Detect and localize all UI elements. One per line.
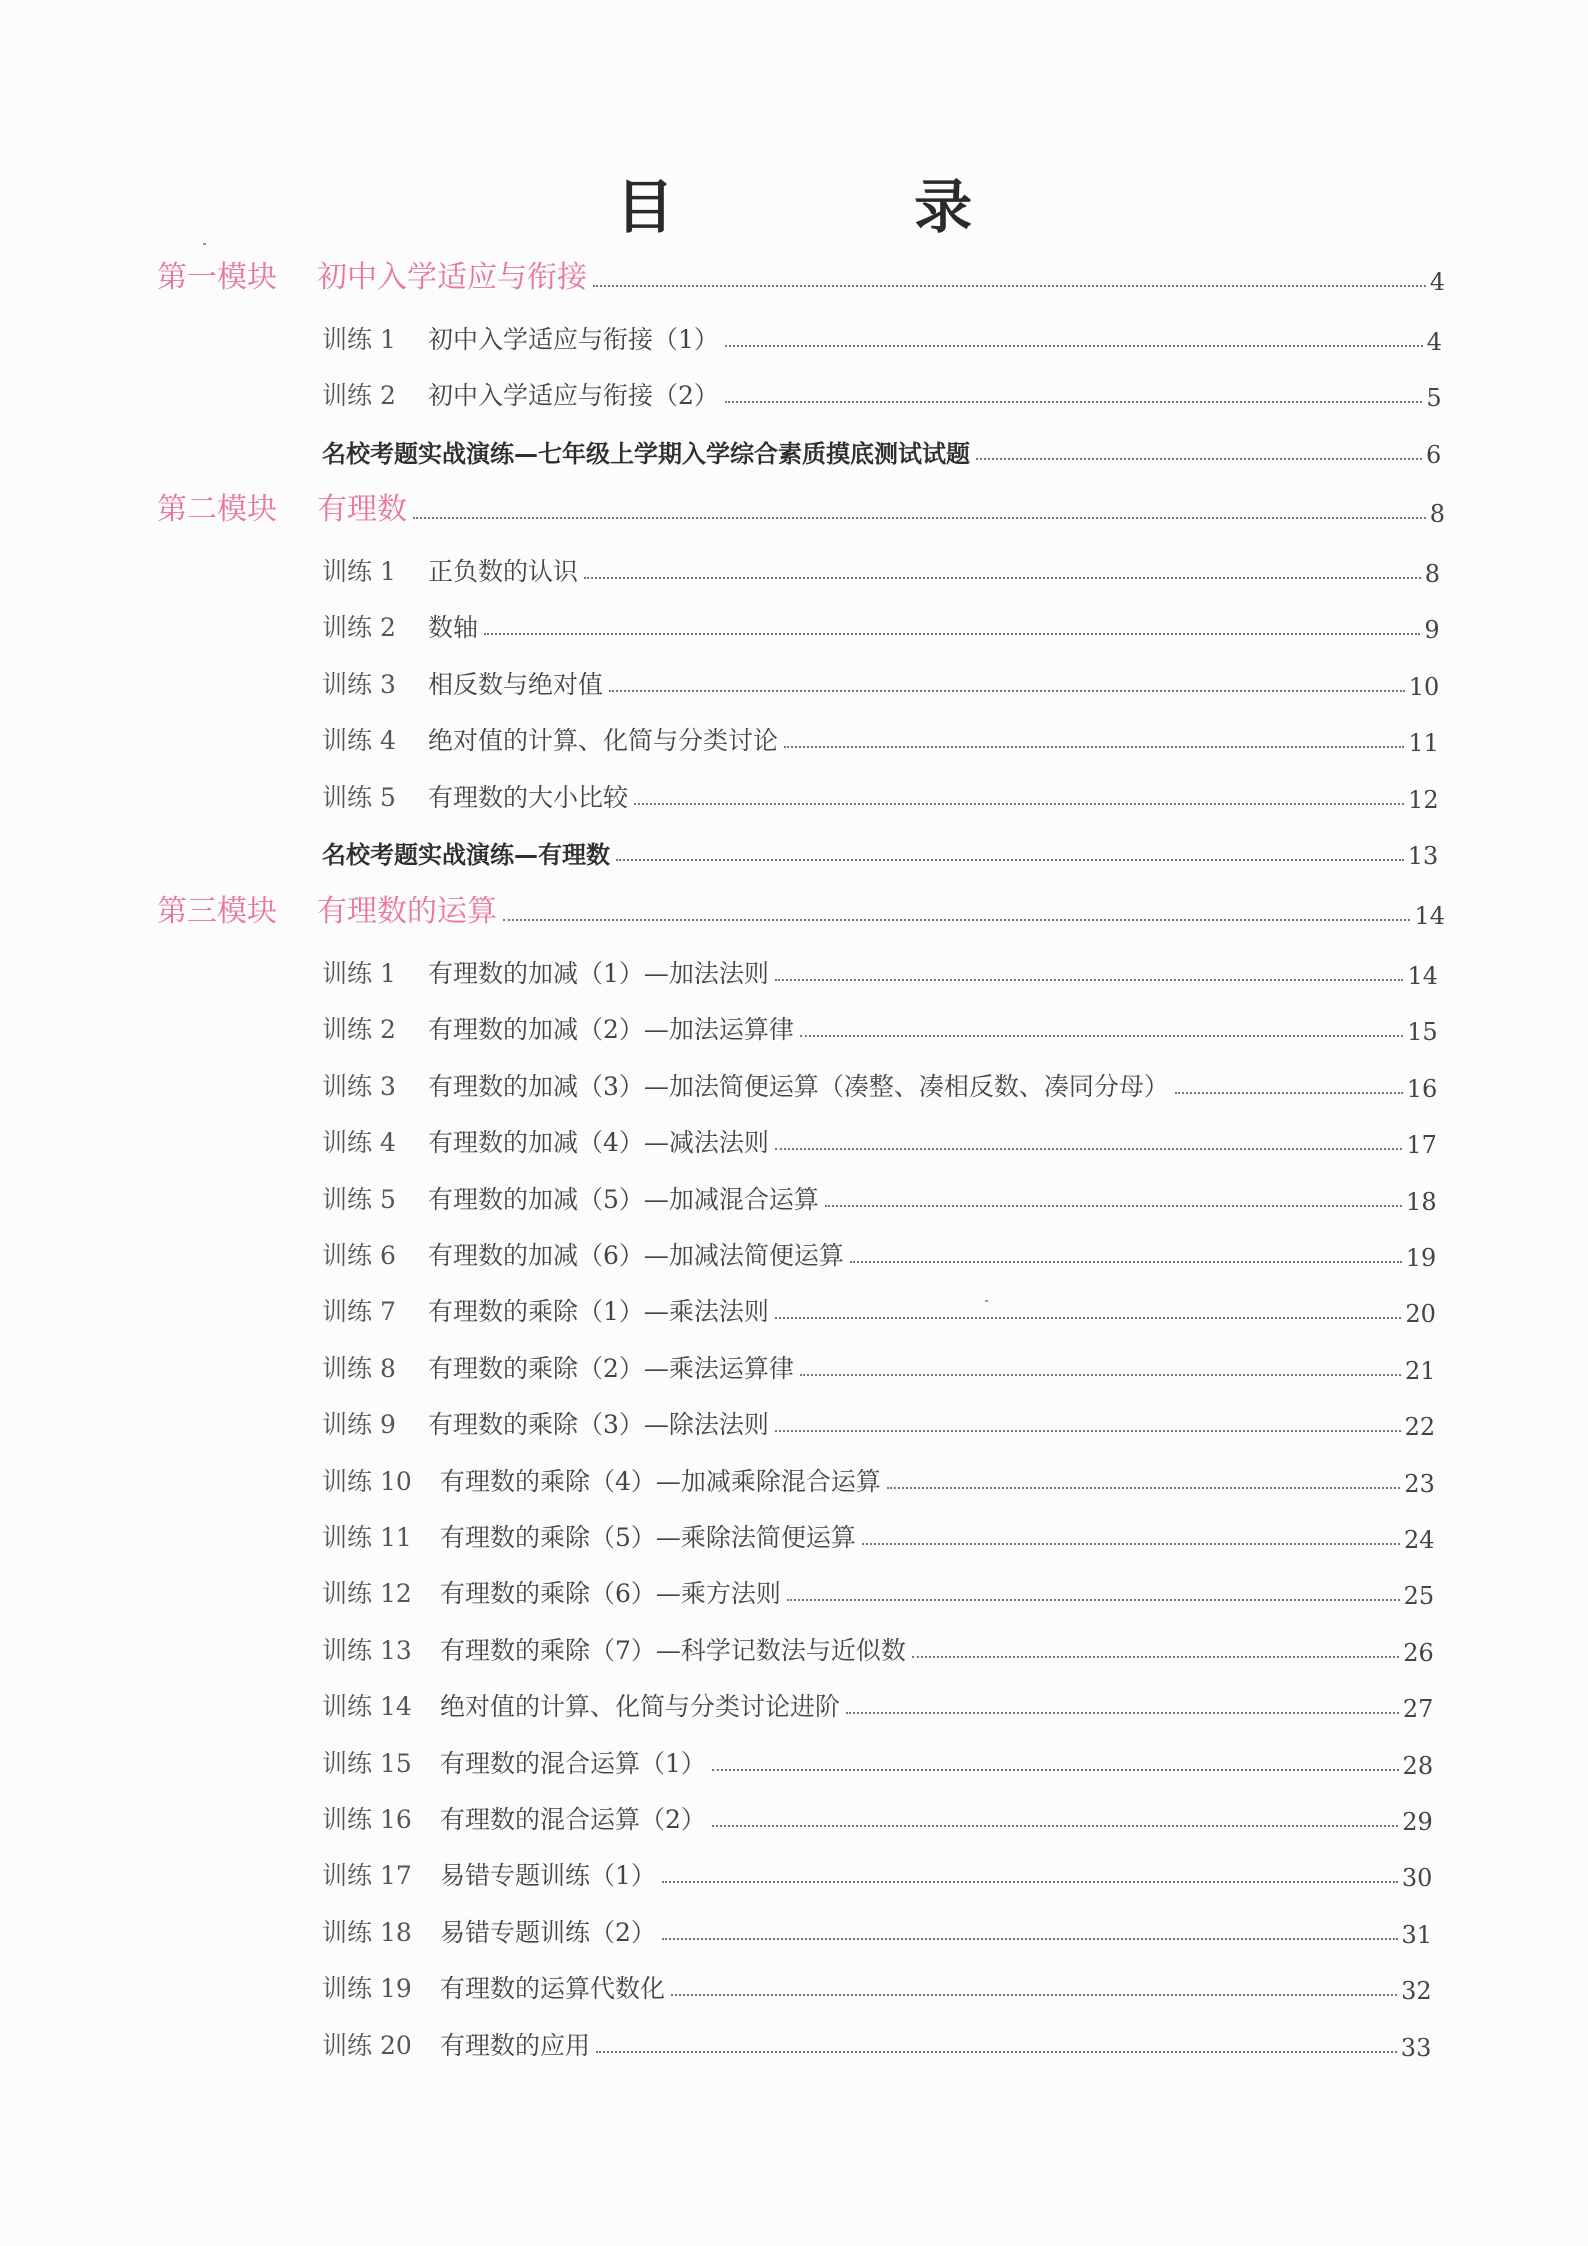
item-title: 有理数的运算代数化 bbox=[440, 1974, 666, 2004]
page-number: 19 bbox=[1405, 1244, 1437, 1272]
item-title: 有理数的乘除（7）—科学记数法与近似数 bbox=[440, 1635, 906, 1665]
item-title: 有理数的加减（3）—加法简便运算（凑整、凑相反数、凑同分母） bbox=[428, 1071, 1169, 1101]
dot-leader bbox=[887, 1487, 1400, 1489]
training-label: 训练 18 bbox=[322, 1917, 412, 1947]
dot-leader bbox=[912, 1656, 1399, 1658]
item-title: 有理数的大小比较 bbox=[428, 782, 629, 812]
toc-item-row[interactable] bbox=[322, 1965, 1432, 2005]
toc-item-row[interactable] bbox=[322, 1345, 1436, 1385]
training-label: 训练 15 bbox=[322, 1748, 412, 1778]
training-label: 训练 2 bbox=[322, 1015, 396, 1045]
page-number: 21 bbox=[1405, 1356, 1436, 1385]
page-number: 29 bbox=[1402, 1808, 1433, 1836]
module-title: 有理数的运算 bbox=[317, 894, 497, 929]
toc-item-row[interactable] bbox=[322, 1796, 1433, 1836]
item-title: 正负数的认识 bbox=[428, 557, 579, 586]
item-title: 有理数的乘除（5）—乘除法简便运算 bbox=[440, 1523, 856, 1552]
item-title: 有理数的乘除（3）—除法法则 bbox=[428, 1410, 769, 1440]
item-title: 易错专题训练（2） bbox=[440, 1917, 656, 1947]
training-label: 训练 1 bbox=[322, 959, 396, 988]
training-label: 训练 6 bbox=[322, 1241, 396, 1270]
dot-leader bbox=[616, 859, 1404, 861]
module-label: 第二模块 bbox=[157, 492, 277, 527]
training-label: 训练 20 bbox=[322, 2030, 412, 2060]
training-label: 训练 9 bbox=[322, 1410, 396, 1440]
toc-item-row[interactable] bbox=[322, 316, 1442, 356]
dot-leader bbox=[787, 1599, 1400, 1601]
dot-leader bbox=[484, 633, 1420, 635]
toc-module-row[interactable] bbox=[157, 890, 1445, 930]
page-number: 5 bbox=[1426, 384, 1442, 413]
item-title: 初中入学适应与衔接（1） bbox=[428, 325, 719, 354]
page-number: 8 bbox=[1429, 500, 1445, 528]
toc-item-row[interactable] bbox=[322, 1401, 1435, 1441]
toc-item-row[interactable] bbox=[322, 774, 1439, 814]
item-title: 有理数的加减（1）—加法法则 bbox=[428, 959, 769, 988]
page-number: 9 bbox=[1424, 616, 1440, 645]
page-title: 目 录 bbox=[615, 173, 1083, 241]
item-title: 有理数的乘除（6）—乘方法则 bbox=[440, 1579, 781, 1609]
page-number: 20 bbox=[1405, 1300, 1436, 1329]
training-label: 训练 7 bbox=[322, 1297, 396, 1327]
dot-leader bbox=[825, 1205, 1402, 1207]
item-title: 数轴 bbox=[428, 613, 479, 643]
toc-item-row[interactable] bbox=[322, 429, 1441, 469]
toc-item-row[interactable] bbox=[322, 1458, 1435, 1498]
item-title: 初中入学适应与衔接（2） bbox=[428, 381, 719, 411]
page-number: 10 bbox=[1408, 672, 1440, 701]
toc-item-row[interactable] bbox=[322, 1852, 1432, 1892]
page-number: 11 bbox=[1408, 729, 1439, 758]
toc-item-row[interactable] bbox=[322, 1570, 1434, 1610]
module-label: 第三模块 bbox=[157, 894, 277, 929]
item-title: 名校考题实战演练—有理数 bbox=[322, 841, 610, 869]
item-title: 有理数的加减（6）—加减法简便运算 bbox=[428, 1241, 844, 1270]
dot-leader bbox=[596, 2051, 1397, 2053]
dot-leader bbox=[784, 746, 1404, 748]
toc-item-row[interactable] bbox=[322, 1176, 1437, 1216]
page-number: 30 bbox=[1401, 1864, 1433, 1893]
dot-leader bbox=[1175, 1092, 1403, 1094]
toc-item-row[interactable] bbox=[322, 548, 1440, 588]
dot-leader bbox=[413, 517, 1426, 519]
item-title: 有理数的加减（4）—减法法则 bbox=[428, 1128, 769, 1158]
item-title: 有理数的加减（5）—加减混合运算 bbox=[428, 1184, 819, 1214]
toc-item-row[interactable] bbox=[322, 1006, 1438, 1046]
scan-speck bbox=[203, 243, 206, 245]
page-number: 8 bbox=[1424, 560, 1440, 588]
toc-item-row[interactable] bbox=[322, 1627, 1434, 1667]
toc-item-row[interactable] bbox=[322, 372, 1442, 412]
training-label: 训练 8 bbox=[322, 1353, 396, 1383]
dot-leader bbox=[671, 1994, 1397, 1996]
item-title: 相反数与绝对值 bbox=[428, 669, 604, 699]
module-title: 有理数 bbox=[317, 492, 407, 527]
page-number: 28 bbox=[1402, 1751, 1434, 1780]
item-title: 绝对值的计算、化简与分类讨论进阶 bbox=[440, 1692, 841, 1722]
training-label: 训练 3 bbox=[322, 669, 396, 699]
toc-item-row[interactable] bbox=[322, 661, 1439, 701]
toc-module-row[interactable] bbox=[157, 488, 1445, 528]
dot-leader bbox=[775, 1148, 1402, 1150]
dot-leader bbox=[800, 1035, 1403, 1037]
page-number: 25 bbox=[1403, 1582, 1435, 1611]
toc-item-row[interactable] bbox=[322, 2022, 1431, 2062]
item-title: 有理数的乘除（1）—乘法法则 bbox=[428, 1297, 769, 1327]
dot-leader bbox=[846, 1712, 1399, 1714]
page-number: 14 bbox=[1414, 902, 1445, 930]
dot-leader bbox=[775, 979, 1404, 981]
toc-item-row[interactable] bbox=[322, 1909, 1432, 1949]
item-title: 有理数的混合运算（2） bbox=[440, 1805, 706, 1834]
training-label: 训练 1 bbox=[322, 325, 396, 354]
dot-leader bbox=[725, 345, 1423, 347]
dot-leader bbox=[593, 285, 1426, 287]
page-number: 24 bbox=[1403, 1526, 1435, 1554]
toc-item-row[interactable] bbox=[322, 1063, 1437, 1103]
training-label: 训练 17 bbox=[322, 1861, 412, 1891]
toc-item-row[interactable] bbox=[322, 950, 1438, 990]
item-title: 有理数的乘除（4）—加减乘除混合运算 bbox=[440, 1466, 881, 1496]
page-number: 4 bbox=[1426, 328, 1442, 356]
item-title: 名校考题实战演练—七年级上学期入学综合素质摸底测试试题 bbox=[322, 439, 970, 468]
module-title: 初中入学适应与衔接 bbox=[317, 260, 587, 295]
page-number: 23 bbox=[1404, 1469, 1435, 1498]
dot-leader bbox=[775, 1430, 1401, 1432]
dot-leader bbox=[584, 577, 1421, 579]
dot-leader bbox=[609, 690, 1405, 692]
training-label: 训练 4 bbox=[322, 726, 396, 756]
training-label: 训练 2 bbox=[322, 613, 396, 643]
dot-leader bbox=[862, 1543, 1400, 1545]
toc-item-row[interactable] bbox=[322, 1119, 1437, 1159]
item-title: 有理数的加减（2）—加法运算律 bbox=[428, 1015, 794, 1045]
item-title: 绝对值的计算、化简与分类讨论 bbox=[428, 726, 779, 756]
training-label: 训练 10 bbox=[322, 1466, 412, 1496]
training-label: 训练 13 bbox=[322, 1635, 412, 1665]
toc-item-row[interactable] bbox=[322, 1288, 1436, 1328]
training-label: 训练 2 bbox=[322, 381, 396, 411]
toc-item-row[interactable] bbox=[322, 1514, 1435, 1554]
training-label: 训练 14 bbox=[322, 1692, 412, 1722]
page-number: 26 bbox=[1403, 1638, 1434, 1667]
page-number: 12 bbox=[1408, 785, 1439, 814]
page-number: 16 bbox=[1406, 1074, 1438, 1103]
page-number: 31 bbox=[1401, 1920, 1433, 1949]
training-label: 训练 12 bbox=[322, 1579, 412, 1609]
scan-speck bbox=[985, 1300, 988, 1302]
toc-item-row[interactable] bbox=[322, 717, 1439, 757]
toc-module-row[interactable] bbox=[157, 256, 1445, 296]
item-title: 有理数的乘除（2）—乘法运算律 bbox=[428, 1353, 794, 1383]
dot-leader bbox=[634, 803, 1404, 805]
page-number: 27 bbox=[1402, 1695, 1434, 1724]
training-label: 训练 5 bbox=[322, 782, 396, 812]
toc-item-row[interactable] bbox=[322, 1232, 1436, 1272]
training-label: 训练 11 bbox=[322, 1523, 412, 1552]
dot-leader bbox=[725, 401, 1422, 403]
page-number: 33 bbox=[1400, 2033, 1432, 2062]
page-number: 32 bbox=[1401, 1977, 1432, 2006]
training-label: 训练 16 bbox=[322, 1805, 412, 1834]
page-number: 13 bbox=[1407, 842, 1439, 870]
page-number: 4 bbox=[1429, 268, 1445, 296]
toc-item-row[interactable] bbox=[322, 1740, 1433, 1780]
dot-leader bbox=[850, 1261, 1402, 1263]
training-label: 训练 19 bbox=[322, 1974, 412, 2004]
training-label: 训练 4 bbox=[322, 1128, 396, 1158]
dot-leader bbox=[775, 1317, 1401, 1319]
dot-leader bbox=[712, 1825, 1398, 1827]
page-number: 14 bbox=[1407, 962, 1438, 990]
training-label: 训练 3 bbox=[322, 1071, 396, 1101]
dot-leader bbox=[712, 1769, 1399, 1771]
training-label: 训练 5 bbox=[322, 1184, 396, 1214]
item-title: 有理数的混合运算（1） bbox=[440, 1748, 706, 1778]
toc-item-row[interactable] bbox=[322, 830, 1438, 870]
page-number: 18 bbox=[1406, 1187, 1437, 1216]
page-number: 17 bbox=[1406, 1131, 1437, 1160]
dot-leader bbox=[503, 919, 1410, 921]
module-label: 第一模块 bbox=[157, 260, 277, 295]
dot-leader bbox=[662, 1938, 1398, 1940]
dot-leader bbox=[800, 1374, 1401, 1376]
item-title: 有理数的应用 bbox=[440, 2030, 591, 2060]
dot-leader bbox=[662, 1881, 1398, 1883]
item-title: 易错专题训练（1） bbox=[440, 1861, 656, 1891]
toc-item-row[interactable] bbox=[322, 604, 1440, 644]
page-number: 15 bbox=[1407, 1018, 1438, 1047]
training-label: 训练 1 bbox=[322, 557, 396, 586]
toc-item-row[interactable] bbox=[322, 1683, 1433, 1723]
dot-leader bbox=[976, 458, 1422, 460]
page-number: 22 bbox=[1404, 1413, 1436, 1442]
page-number: 6 bbox=[1426, 440, 1442, 469]
